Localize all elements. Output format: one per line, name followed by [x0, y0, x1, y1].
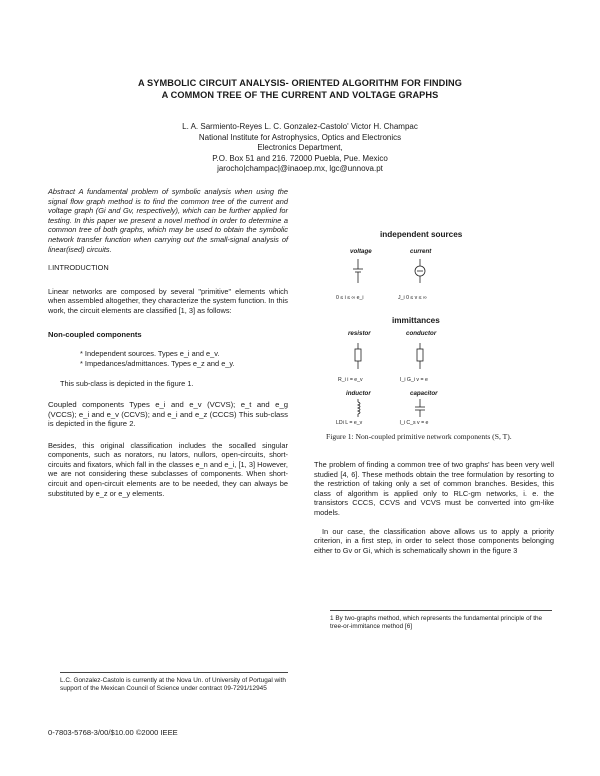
fig-label-inductor: inductor: [346, 390, 371, 397]
figure-bottom-captions: [336, 420, 556, 427]
author-names: L. A. Sarmiento-Reyes L. C. Gonzalez-Castolo' Victor H. Champac: [182, 122, 418, 131]
capacitor-symbol: [415, 399, 425, 417]
copyright-line: 0-7803-5768-3/00/$10.00 ©2000 IEEE: [48, 728, 178, 737]
voltage-source-symbol: [353, 259, 363, 283]
author-email: jarocho|champac|@inaoep.mx, lgc@unnova.pt: [217, 164, 383, 174]
fig-cap-conductor: I_i G_i v = e: [400, 377, 428, 383]
fig-label-capacitor: capacitor: [410, 390, 438, 397]
left-column: [48, 187, 288, 507]
right-paragraph-1: The problem of finding a common tree of two graphs' has been very well studied [4, 6]. These methods obtain the tree formulation by resorting to the restriction of taking only a set of common branches. Besides, this class of algorithm is applied only to RLC-gm networks, i. e. the transistors CCCS, CCVS and VCVS must be converted into gm-like models.: [314, 460, 554, 517]
right-paragraph-2: In our case, the classification above allows us to apply a priority criterion, in a first step, in order to select those components belonging either to Gv or Gi, which is schematically shown in the figure 3: [314, 526, 554, 555]
coupled-paragraph: Coupled components Types e_i and e_v (VCVS); e_t and e_g (VCCS); e_i and e_v (CCVS); and e_i and e_z (CCCS) This sub-class is depicted in the figure 2.: [48, 399, 288, 429]
abstract-paragraph: Abstract A fundamental problem of symbolic analysis when using the signal flow graph method is to find the common tree of the current and voltage graph (Gi and Gv, respectively), which can be further applied for testing. In this paper we present a novel method in order to determine a common tree of both graphs, which may be used to obtain the symbolic network transfer function when carrying out the small-signal analysis of linear(ised) circuits.: [48, 187, 288, 254]
list-item-immittances: * Impedances/admittances. Types e_z and e_y.: [80, 358, 235, 368]
list-item-sources: * Independent sources. Types e_i and e_v.: [80, 349, 220, 359]
fig-cap-current: J_i 0 ≤ v ≤ ∞: [398, 295, 427, 301]
fig-label-conductor: conductor: [406, 330, 437, 337]
figure-caption: Figure 1: Non-coupled primitive network components (S, T).: [326, 432, 512, 441]
title-line-2: A COMMON TREE OF THE CURRENT AND VOLTAGE GRAPHS: [161, 90, 439, 100]
author-institute: National Institute for Astrophysics, Optics and Electronics: [198, 132, 402, 142]
fig-cap-capacitor: I_i C_s v = e: [399, 420, 429, 426]
introduction-paragraph: Linear networks are composed by several "primitive" elements which when assembled altogether, they characterize the system function. In this work, the circuit elements are classified [1, 3] as follows:: [48, 286, 288, 315]
left-footnote: L.C. Gonzalez-Castolo is currently at the Nova Un. of University of Portugal with support of the Mexican Council of Science under contract 09-7291/12945: [60, 672, 288, 693]
subclass-sentence: This sub-class is depicted in the figure 1.: [60, 379, 194, 389]
figure-1-diagram: [322, 225, 562, 420]
fig-title-immittances: immittances: [392, 316, 440, 325]
inductor-symbol: [358, 399, 360, 417]
conductor-symbol: [417, 343, 423, 369]
noncoupled-heading: Non-coupled components: [48, 329, 142, 339]
author-department: Electronics Department,: [257, 143, 343, 153]
fig-cap-inductor: LDi L = e_v: [336, 420, 363, 426]
fig-label-current: current: [410, 248, 432, 255]
title-line-1: A SYMBOLIC CIRCUIT ANALYSIS- ORIENTED ALGORITHM FOR FINDING: [137, 78, 463, 88]
introduction-heading: I.INTRODUCTION: [48, 263, 109, 273]
author-block: [90, 122, 510, 175]
paper-title: [40, 77, 560, 101]
right-column: [314, 460, 554, 564]
right-footnote: 1 By two-graphs method, which represents the fundamental principle of the tree-or-immitance method [6]: [330, 610, 552, 631]
fig-label-resistor: resistor: [348, 330, 371, 337]
fig-cap-voltage: 0 ≤ i ≤ ∞ e_i: [336, 295, 364, 301]
current-source-symbol: [415, 259, 425, 283]
fig-label-voltage: voltage: [350, 248, 372, 255]
fig-cap-resistor: R_i i = e_v: [338, 377, 363, 383]
singular-paragraph: Besides, this original classification includes the socalled singular components, such as norators, nu lators, nullors, open-circuits, short-circuits and fixators, which fall in the classes e_n and e_i, [1, 3] However, we are not considering these subclasses of components. When short-circuit and open-circuit elements are to be needed, they can always be substituted by e_z or e_y elements.: [48, 440, 288, 498]
fig-title-sources: independent sources: [380, 230, 463, 239]
author-address: P.O. Box 51 and 216. 72000 Puebla, Pue. Mexico: [212, 153, 388, 163]
resistor-symbol: [355, 343, 361, 369]
